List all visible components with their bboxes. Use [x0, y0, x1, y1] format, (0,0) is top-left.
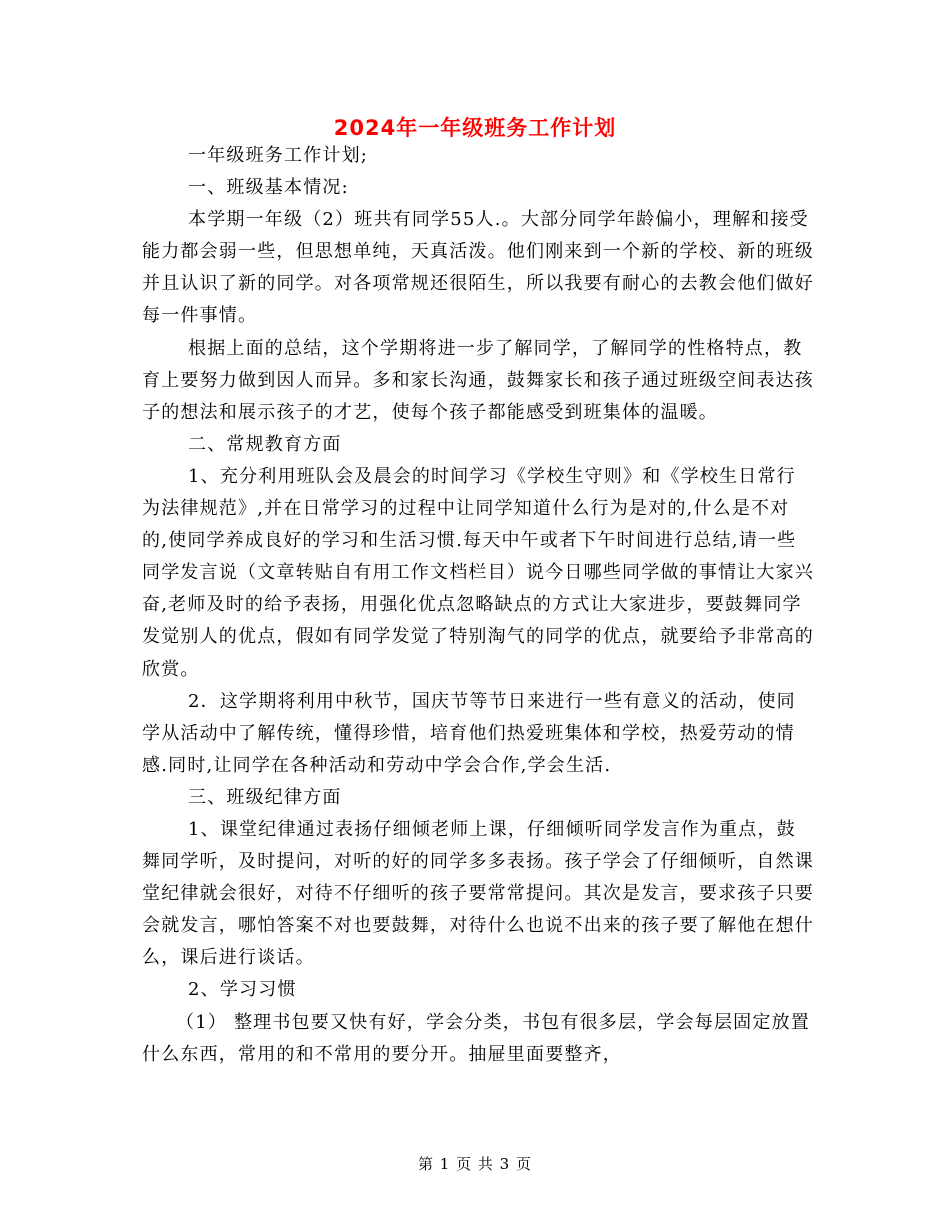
paragraph-study-habits-1: （1） 整理书包要又快有好，学会分类，书包有很多层，学会每层固定放置什么东西，常用的和不常用的要分开。抽屉里面要整齐， — [142, 1011, 810, 1065]
heading-section-2: 二、常规教育方面 — [188, 433, 342, 455]
heading-section-3: 三、班级纪律方面 — [188, 786, 342, 808]
heading-study-habits: 2、学习习惯 — [188, 979, 297, 1001]
document-body — [142, 140, 814, 1071]
paragraph-discipline-1: 1、课堂纪律通过表扬仔细倾老师上课，仔细倾听同学发言作为重点，鼓舞同学听，及时提问，对听的好的同学多多表扬。孩子学会了仔细倾听，自然课堂纪律就会很好，对待不仔细听的孩子要常常提问。其次是发言，要求孩子只要会就发言，哪怕答案不对也要鼓舞，对待什么也说不出来的孩子要了解他在想什么，课后进行谈话。 — [142, 818, 814, 969]
page-footer: 第 1 页 共 3 页 — [418, 1155, 532, 1173]
paragraph-class-situation: 本学期一年级（2）班共有同学55人.。大部分同学年龄偏小，理解和接受能力都会弱一些，但思想单纯，天真活泼。他们刚来到一个新的学校、新的班级并且认识了新的同学。对各项常规还很陌生，所以我要有耐心的去教会他们做好每一件事情。 — [142, 209, 814, 327]
document-title: 2024年一年级班务工作计划 — [333, 116, 617, 140]
paragraph-routine-1: 1、充分利用班队会及晨会的时间学习《学校生守则》和《学校生日常行为法律规范》,并在日常学习的过程中让同学知道什么行为是对的,什么是不对的,使同学养成良好的学习和生活习惯.每天中午或者下午时间进行总结,请一些同学发言说（文章转贴自有用工作文档栏目）说今日哪些同学做的事情让大家兴奋,老师及时的给予表扬，用强化优点忽略缺点的方式让大家进步，要鼓舞同学发觉别人的优点，假如有同学发觉了特别淘气的同学的优点，就要给予非常高的欣赏。 — [142, 465, 814, 680]
paragraph-routine-2: 2．这学期将利用中秋节，国庆节等节日来进行一些有意义的活动，使同学从活动中了解传统，懂得珍惜，培育他们热爱班集体和学校，热爱劳动的情感.同时,让同学在各种活动和劳动中学会合作,学会生活. — [142, 690, 796, 776]
paragraph-summary: 根据上面的总结，这个学期将进一步了解同学，了解同学的性格特点，教育上要努力做到因人而异。多和家长沟通，鼓舞家长和孩子通过班级空间表达孩子的想法和展示孩子的才艺，使每个孩子都能感受到班集体的温暖。 — [142, 337, 814, 423]
heading-section-1: 一、班级基本情况: — [188, 177, 349, 199]
paragraph-intro: 一年级班务工作计划; — [188, 145, 369, 166]
